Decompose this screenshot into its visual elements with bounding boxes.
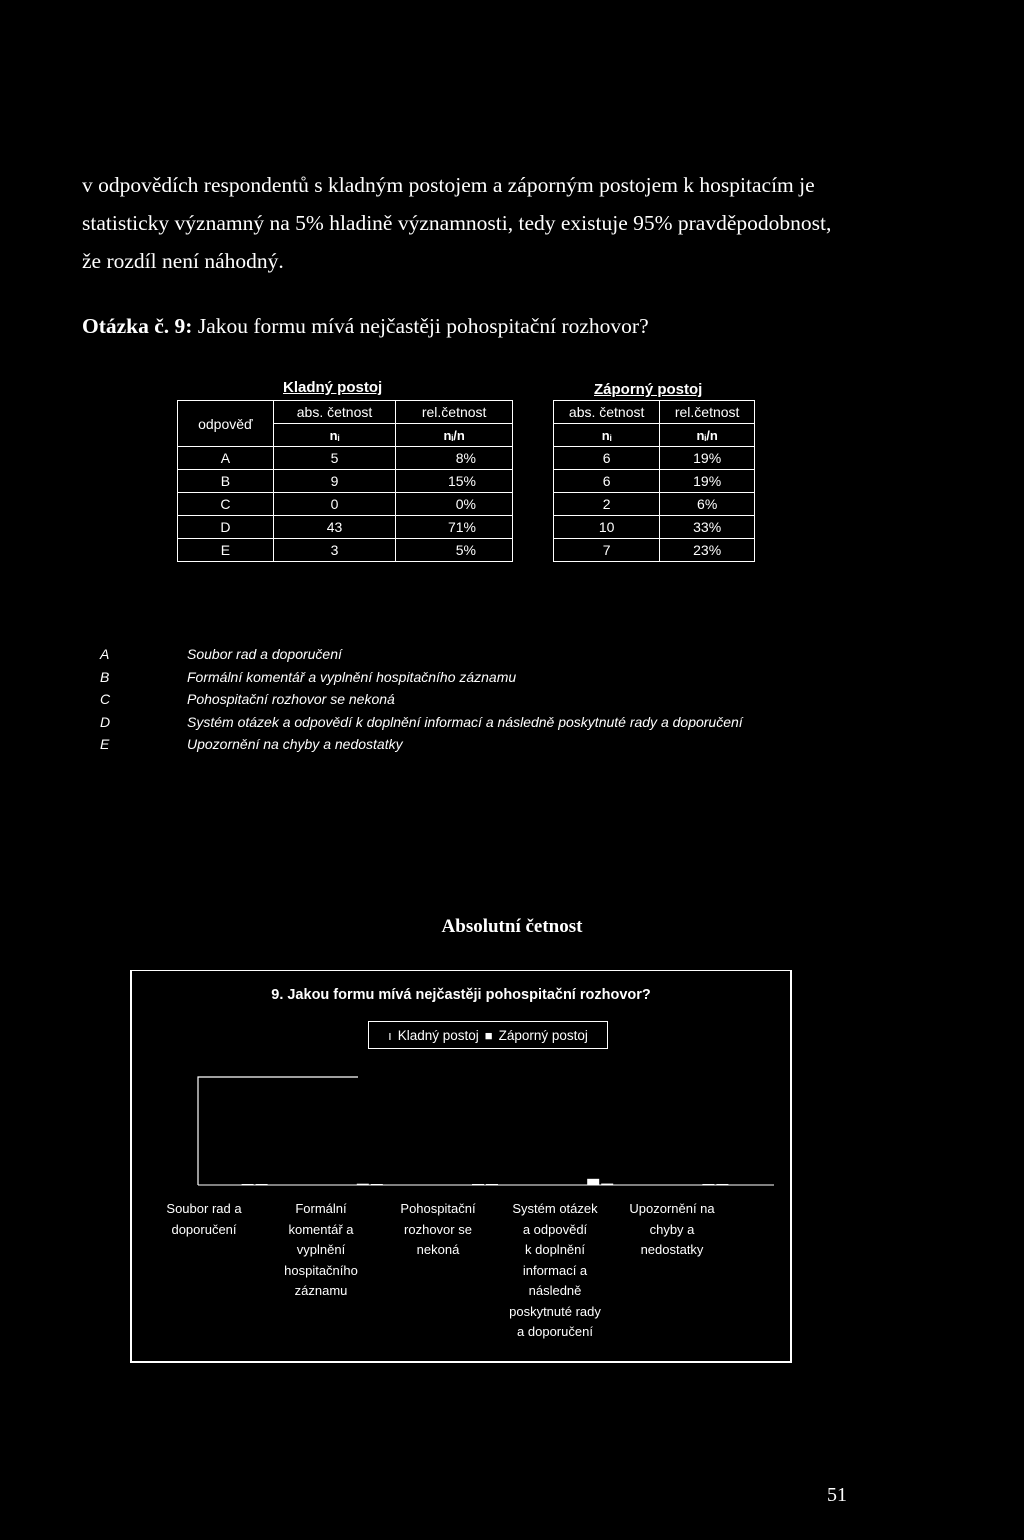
row-key: C [178, 493, 274, 516]
pos-rel: 15% [396, 470, 513, 493]
category-label-line: poskytnuté rady [509, 1303, 601, 1319]
category-labels [132, 1199, 794, 1359]
pos-rel: 0% [396, 493, 513, 516]
pos-rel: 71% [396, 516, 513, 539]
category-label-line: Soubor rad a [166, 1201, 242, 1216]
table-group-negative: Záporný postoj [594, 381, 703, 398]
category-label-line: Systém otázek [512, 1201, 598, 1216]
legend-value: Systém otázek a odpovědí k doplnění informací a následně poskytnuté rady a doporučení [187, 713, 743, 730]
col-rel-header: rel.četnost [396, 401, 513, 424]
bar-negative-0 [256, 1184, 268, 1185]
legend-value: Formální komentář a vyplnění hospitačního záznamu [187, 668, 517, 685]
paragraph-line: v odpovědích respondentů s kladným postojem a záporným postojem k hospitacím je [82, 173, 815, 197]
table-group-positive: Kladný postoj [283, 379, 383, 396]
table-positive [177, 400, 513, 562]
row-key: B [178, 470, 274, 493]
chart-frame [130, 970, 792, 1363]
neg-rel: 6% [660, 493, 755, 516]
neg-abs: 2 [554, 493, 660, 516]
legend-marker-positive: ı [388, 1027, 392, 1043]
legend-series-positive: Kladný postoj [397, 1027, 479, 1043]
legend-value: Soubor rad a doporučení [187, 646, 342, 662]
paragraph-line: statisticky významný na 5% hladině významnosti, tedy existuje 95% pravděpodobnost, [82, 211, 832, 235]
neg-abs: 10 [554, 516, 660, 539]
category-label-line: k doplnění [525, 1242, 585, 1257]
sym-rel: nᵢ/n [396, 424, 513, 447]
plot-area-frame [198, 1077, 358, 1185]
bar-positive-1 [357, 1184, 369, 1185]
pos-abs: 5 [273, 447, 396, 470]
category-label-line: nekoná [416, 1242, 460, 1257]
legend-key: E [100, 736, 110, 753]
bar-positive-2 [472, 1184, 484, 1185]
answer-header: odpověď [178, 401, 274, 447]
pos-abs: 3 [273, 539, 396, 562]
intro-paragraph [82, 166, 942, 280]
pos-rel: 8% [396, 447, 513, 470]
legend-key: D [100, 713, 111, 730]
category-label-line: nedostatky [640, 1242, 704, 1257]
category-label-line: chyby a [649, 1221, 695, 1237]
category-label-line: komentář a [288, 1221, 354, 1237]
category-label-line: záznamu [294, 1283, 348, 1298]
category-label [261, 1199, 381, 1302]
neg-rel: 23% [660, 539, 755, 562]
row-key: A [178, 447, 274, 470]
bar-positive-0 [242, 1184, 254, 1185]
category-label [612, 1199, 732, 1261]
chart-title: 9. Jakou formu mívá nejčastěji pohospitační rozhovor? [271, 987, 651, 1003]
bar-positive-4 [702, 1184, 714, 1185]
col-abs-header: abs. četnost [273, 401, 396, 424]
pos-abs: 43 [273, 516, 396, 539]
neg-rel: 19% [660, 447, 755, 470]
table-negative [553, 400, 755, 562]
category-label-line: a doporučení [517, 1324, 593, 1339]
neg-abs: 7 [554, 539, 660, 562]
legend-key: A [100, 646, 110, 662]
neg-abs: 6 [554, 447, 660, 470]
neg-rel: 19% [660, 470, 755, 493]
category-label-line: informací a [522, 1262, 588, 1278]
page-number: 51 [827, 1484, 847, 1506]
pos-abs: 0 [273, 493, 396, 516]
category-label-line: rozhovor se [404, 1221, 472, 1237]
category-label-line: následně [528, 1283, 582, 1298]
category-label-line: Upozornění na [629, 1201, 715, 1216]
category-label-line: doporučení [171, 1221, 237, 1237]
sym-abs: nᵢ [554, 424, 660, 447]
paragraph-line: že rozdíl není náhodný. [82, 249, 284, 273]
question-label: Otázka č. 9: [82, 314, 193, 338]
sym-abs: nᵢ [273, 424, 396, 447]
category-label [144, 1199, 264, 1240]
bar-chart [132, 971, 790, 1201]
bar-positive-3 [587, 1179, 599, 1185]
chart-section-title: Absolutní četnost [441, 916, 583, 937]
category-label-line: vyplnění [296, 1242, 346, 1257]
bar-negative-3 [601, 1184, 613, 1185]
legend-value: Pohospitační rozhovor se nekoná [187, 691, 395, 708]
category-label-line: Formální [295, 1201, 347, 1216]
bar-negative-2 [486, 1184, 498, 1185]
category-label [378, 1199, 498, 1261]
legend-key: B [100, 668, 110, 685]
question-heading [82, 314, 649, 339]
row-key: E [178, 539, 274, 562]
category-label-line: a odpovědí [522, 1221, 588, 1237]
bar-negative-1 [371, 1184, 383, 1185]
legend-value: Upozornění na chyby a nedostatky [187, 736, 403, 753]
legend-marker-negative: ■ [484, 1027, 493, 1043]
legend-key: C [100, 691, 111, 708]
bar-negative-4 [716, 1184, 728, 1185]
row-key: D [178, 516, 274, 539]
pos-rel: 5% [396, 539, 513, 562]
category-label-line: hospitačního [284, 1262, 358, 1278]
pos-abs: 9 [273, 470, 396, 493]
question-text: Jakou formu mívá nejčastěji pohospitační rozhovor? [192, 314, 649, 338]
legend-series-negative: Záporný postoj [498, 1027, 588, 1043]
col-rel-header: rel.četnost [660, 401, 755, 424]
col-abs-header: abs. četnost [554, 401, 660, 424]
category-label-line: Pohospitační [400, 1201, 476, 1216]
neg-rel: 33% [660, 516, 755, 539]
neg-abs: 6 [554, 470, 660, 493]
sym-rel: nᵢ/n [660, 424, 755, 447]
category-label [495, 1199, 615, 1343]
